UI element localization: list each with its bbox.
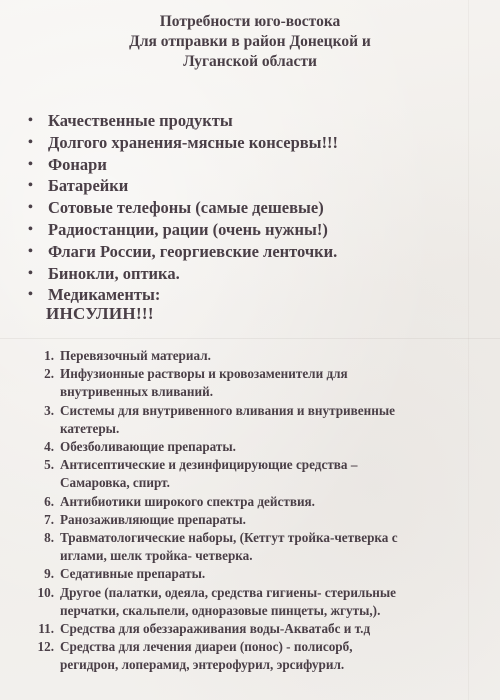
bullet-icon: • [28,200,33,216]
list-item: 11. Средства для обеззараживания воды-Акватабс и т.д [26,620,486,638]
list-item: 1. Перевязочный материал. [26,347,486,365]
list-item: 7. Ранозаживляющие препараты. [26,511,486,529]
list-item: • Сотовые телефоны (самые дешевые) [28,198,324,218]
list-item: 12. Средства для лечения диареи (понос) - полисорб, регидрон, лоперамид, энтерофурил, эрсифурил. [26,638,486,674]
header-line-3: Луганской области [183,53,317,70]
item-number: 3. [44,402,54,418]
bullet-icon: • [28,178,33,194]
item-number: 6. [44,493,54,509]
item-number: 1. [44,348,54,363]
list-item: 5. Антисептические и дезинфицирующие средства – Самаровка, спирт. [26,456,486,492]
item-number: 4. [44,439,54,455]
bullet-icon: • [28,265,33,281]
list-item: • Флаги России, георгиевские ленточки. [28,241,338,261]
item-number: 5. [44,457,54,473]
list-item: 4. Обезболивающие препараты. [26,438,486,456]
header-line-2: Для отправки в район Донецкой и [129,33,371,50]
medical-supplies-list [26,347,486,675]
bullet-icon: • [28,134,33,150]
paper-crease [0,338,500,339]
list-item: • Радиостанции, рации (очень нужны!) [28,219,328,239]
item-number: 7. [44,511,54,527]
list-item: • Долгого хранения-мясные консервы!!! [28,132,339,152]
list-item: • Бинокли, оптика. [28,263,180,283]
item-number: 8. [44,530,54,546]
item-number: 2. [44,366,54,382]
header-line-1: Потребности юго-востока [159,13,341,30]
insulin-emphasis: ИНСУЛИН!!! [46,304,154,323]
list-item: 6. Антибиотики широкого спектра действия. [26,493,486,511]
bullet-icon: • [28,221,33,237]
bullet-icon: • [28,243,33,259]
list-item: • Качественные продукты [28,111,233,130]
bullet-icon: • [28,113,33,128]
bullet-icon: • [28,156,33,172]
item-number: 11. [38,621,54,637]
list-item: 10. Другое (палатки, одеяла, средства гигиены- стерильные перчатки, скальпели, одноразовые пинцеты, жгуты,). [26,584,486,620]
document-header [0,12,500,72]
item-number: 10. [37,584,54,600]
needs-bullet-list [28,110,478,306]
list-item: • Медикаменты: [28,285,161,305]
item-number: 12. [37,639,54,655]
list-item: 2. Инфузионные растворы и кровозаменители для внутривенных вливаний. [26,365,486,401]
list-item: 8. Травматологические наборы, (Кетгут тройка-четверка с иглами, шелк тройка- четверка. [26,529,486,565]
list-item: 9. Седативные препараты. [26,565,486,583]
list-item: 3. Системы для внутривенного вливания и внутривенные катетеры. [26,402,486,438]
item-number: 9. [44,566,54,582]
list-item: • Фонари [28,154,107,174]
list-item: • Батарейки [28,176,129,196]
bullet-icon: • [28,287,33,303]
